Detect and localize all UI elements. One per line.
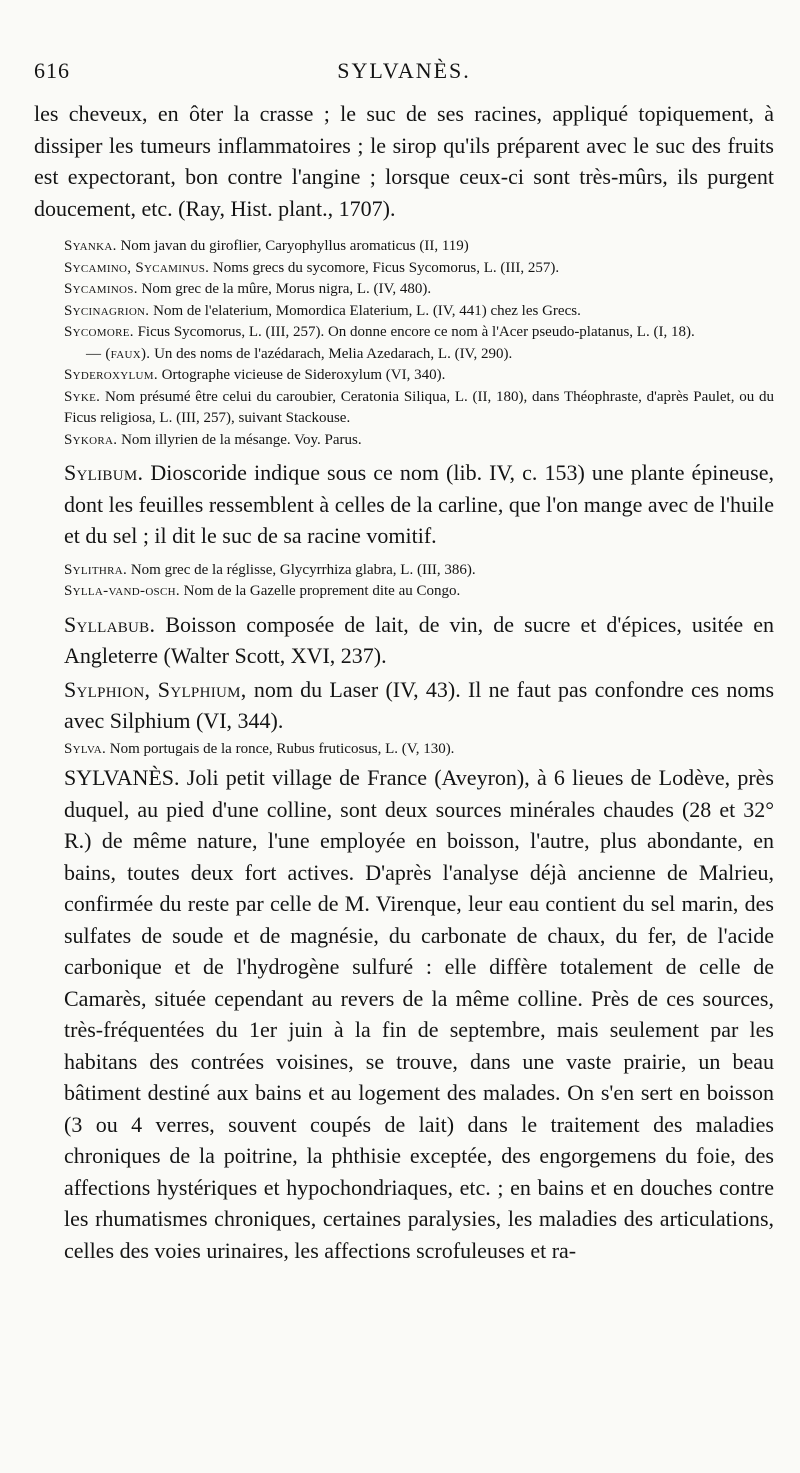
entry-text: Boisson composée de lait, de vin, de sucre et d'épices, usitée en Angleterre (Walter Scott, XVI, 237).: [64, 611, 774, 668]
entry-text: Ficus Sycomorus, L. (III, 257). On donne encore ce nom à l'Acer pseudo-platanus, L. (I, 18).: [137, 324, 695, 340]
entry-headword: Syke.: [64, 388, 101, 405]
small-entry: [34, 365, 774, 387]
entry-text: Nom grec de la mûre, Morus nigra, L. (IV, 480).: [141, 281, 432, 297]
small-entry: [34, 236, 774, 258]
entry-headword: Syllabub.: [64, 611, 156, 637]
entry-text: Nom de la Gazelle proprement dite au Congo.: [183, 583, 461, 599]
entry-text: Ortographe vicieuse de Sideroxylum (VI, 340).: [161, 367, 446, 383]
small-entry: [34, 322, 774, 344]
entry-headword: Sycomore.: [64, 324, 134, 340]
entry-text: Noms grecs du sycomore, Ficus Sycomorus, L. (III, 257).: [212, 259, 560, 276]
entry-headword: Sylibum.: [64, 460, 144, 485]
entry-sylphion: [34, 674, 774, 737]
entry-headword: SYLVANÈS.: [64, 765, 180, 790]
entry-headword: Syderoxylum.: [64, 367, 158, 383]
entry-text: Nom portugais de la ronce, Rubus fruticosus, L. (V, 130).: [109, 740, 455, 757]
entry-headword: Sylithra.: [64, 561, 128, 578]
entry-sylibum: [34, 457, 774, 552]
entry-headword: Sylva.: [64, 740, 107, 757]
entry-text: nom du Laser (IV, 43). Il ne faut pas confondre ces noms avec Silphium (VI, 344).: [64, 676, 775, 733]
entry-headword: Sycamino, Sycaminus.: [64, 259, 210, 276]
entry-headword: Sykora.: [64, 431, 118, 448]
entry-text: Joli petit village de France (Aveyron), à 6 lieues de Lodève, près duquel, au pied d'une colline, sont deux sources minérales chaudes (28 et 32° R.) de même nature, l'une employée en boisson, l'autre, plus abondante, en bains, toutes deux fort actives. D'après l'analyse déjà ancienne de Malrieu, confirmée du reste par celle de M. Virenque, leur eau contient du sel marin, des sulfates de soude et de magnésie, du carbonate de chaux, du fer, de l'acide carbonique et de l'hydrogène sulfuré : elle diffère totalement de celle de Camarès, située cependant au revers de la même colline. Près de ces sources, très-fréquentées du 1er juin à la fin de septembre, mais seulement par les habitans des contrées voisines, se trouve, dans une vaste prairie, un beau bâtiment destiné aux bains et au logement des malades. On s'en sert en boisson (3 ou 4 verres, souvent coupés de lait) dans le traitement des maladies chroniques de la poitrine, la phthisie exceptée, des engorgemens du foie, des affections hystériques et hypochondriaques, etc. ; en bains et en douches contre les rhumatismes chroniques, certaines paralysies, les maladies des articulations, celles des voies urinaires, les affections scrofuleuses et ra-: [64, 765, 774, 1263]
small-entry: [34, 344, 774, 366]
small-entry: [34, 387, 774, 430]
entry-headword: Syanka.: [64, 238, 117, 254]
entry-text: Nom grec de la réglisse, Glycyrrhiza glabra, L. (III, 386).: [130, 561, 476, 578]
small-entry: [34, 739, 774, 761]
entry-syllabub: [34, 609, 774, 672]
entry-headword: Sycinagrion.: [64, 302, 150, 319]
page-number: 616: [34, 58, 70, 83]
entry-text: Nom de l'elaterium, Momordica Elaterium, L. (IV, 441) chez les Grecs.: [153, 302, 581, 319]
entry-headword: Sylphion, Sylphium,: [64, 676, 247, 702]
entry-headword: Sylla-vand-osch.: [64, 583, 180, 599]
small-entry: [34, 258, 774, 280]
entry-text: Dioscoride indique sous ce nom (lib. IV, c. 153) une plante épineuse, dont les feuilles ressemblent à celles de la carline, que l'on mange avec de l'huile et du sel ; il dit le suc de sa racine vomitif.: [64, 460, 774, 548]
paragraph-continuation: les cheveux, en ôter la crasse ; le suc de ses racines, appliqué topiquement, à dissiper les tumeurs inflammatoires ; le sirop qu'ils préparent avec le suc des fruits est expectorant, bon contre l'angine ; lorsque ceux-ci sont très-mûrs, ils purgent doucement, etc. (Ray, Hist. plant., 1707).: [34, 101, 774, 221]
entry-text: Nom présumé être celui du caroubier, Ceratonia Siliqua, L. (II, 180), dans Théophraste, d'après Paulet, ou du Ficus religiosa, L. (III, 257), suivant Stackouse.: [64, 388, 774, 426]
small-entry: [34, 581, 774, 603]
small-entry: [34, 301, 774, 323]
small-entry: [34, 560, 774, 582]
small-entry: [34, 279, 774, 301]
page-header: [34, 58, 774, 92]
entry-headword: — (faux).: [86, 345, 151, 362]
entry-headword: Sycaminos.: [64, 281, 138, 297]
running-title: SYLVANÈS.: [337, 58, 471, 83]
entry-text: Nom illyrien de la mésange. Voy. Parus.: [121, 431, 362, 448]
entry-sylvanes: [34, 762, 774, 1266]
entry-text: Nom javan du giroflier, Caryophyllus aromaticus (II, 119): [120, 238, 469, 254]
entry-text: Un des noms de l'azédarach, Melia Azedarach, L. (IV, 290).: [154, 345, 513, 362]
small-entry: [34, 430, 774, 452]
page-body: [34, 98, 774, 1266]
